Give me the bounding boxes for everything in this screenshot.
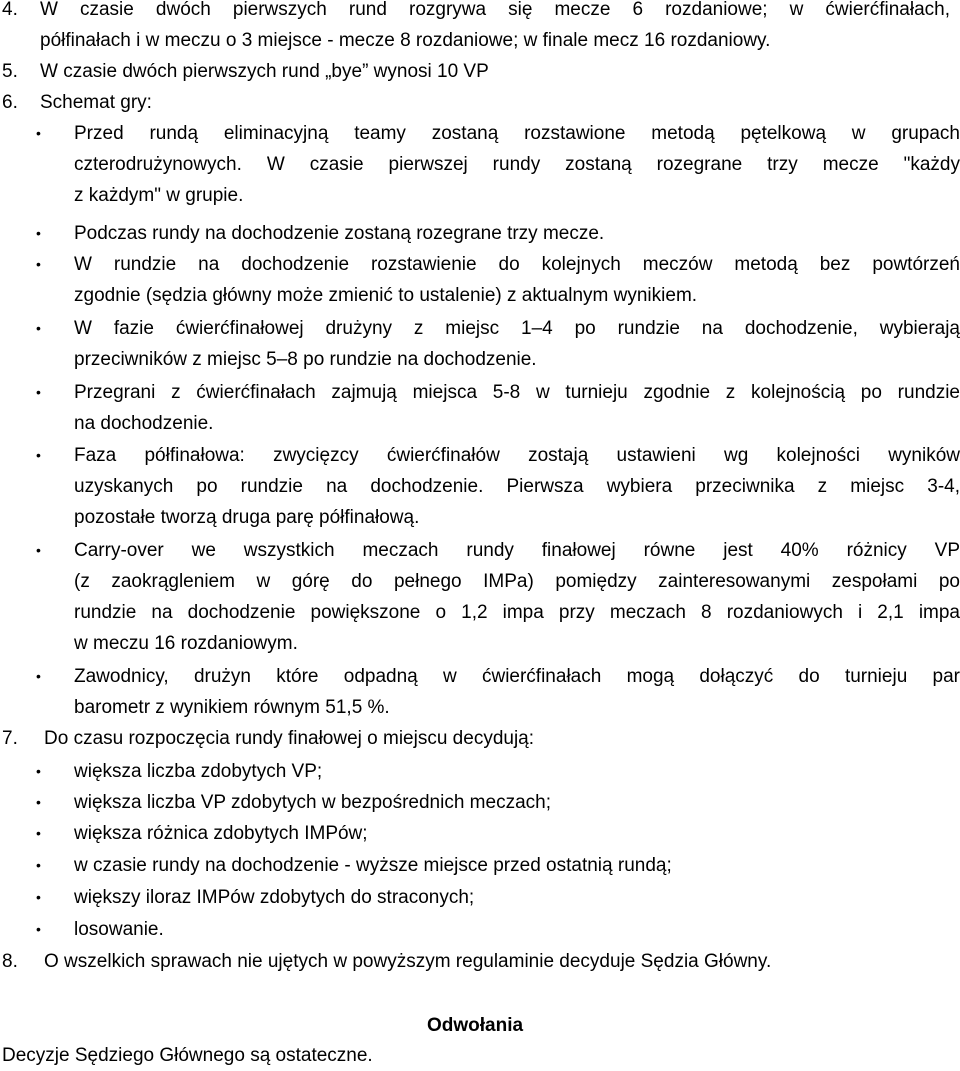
item-6-number: 6. (2, 92, 18, 113)
item-4-number: 4. (2, 0, 18, 20)
item-6-bullet-2-line-1: Podczas rundy na dochodzenie zostaną rozegrane trzy mecze. (74, 223, 605, 244)
bullet-icon: • (36, 125, 41, 141)
bullet-icon: • (36, 763, 41, 779)
item-6-bullet-5-line-1: Przegrani z ćwierćfinałach zajmują miejsca 5-8 w turnieju zgodnie z kolejnością po rundzie (74, 382, 960, 403)
item-6-bullet-1-line-3: z każdym" w grupie. (74, 185, 244, 206)
item-7-bullet-5: większy iloraz IMPów zdobytych do straconych; (74, 887, 475, 908)
bullet-icon: • (36, 921, 41, 937)
item-7-number: 7. (2, 728, 18, 749)
item-6-bullet-6-line-1: Faza półfinałowa: zwycięzcy ćwierćfinałów zostają ustawieni wg kolejności wyników (74, 445, 960, 466)
item-6-bullet-7-line-1: Carry-over we wszystkich meczach rundy finałowej równe jest 40% różnicy VP (74, 540, 960, 561)
bullet-icon: • (36, 256, 41, 272)
item-6-title: Schemat gry: (40, 92, 152, 113)
item-6-bullet-5-line-2: na dochodzenie. (74, 413, 214, 434)
item-4-line-1: W czasie dwóch pierwszych rund rozgrywa się mecze 6 rozdaniowe; w ćwierćfinałach, (40, 0, 950, 20)
item-6-bullet-1-line-1: Przed rundą eliminacyjną teamy zostaną rozstawione metodą pętelkową w grupach (74, 123, 960, 144)
item-6-bullet-7-line-2: (z zaokrągleniem w górę do pełnego IMPa) pomiędzy zainteresowanymi zespołami po (74, 571, 960, 592)
appeals-heading: Odwołania (427, 1015, 524, 1036)
item-7-title: Do czasu rozpoczęcia rundy finałowej o miejscu decydują: (44, 728, 535, 749)
bullet-icon: • (36, 889, 41, 905)
item-6-bullet-1-line-2: czterodrużynowych. W czasie pierwszej rundy zostaną rozegrane trzy mecze "każdy (74, 154, 960, 175)
item-8-number: 8. (2, 951, 18, 972)
bullet-icon: • (36, 794, 41, 810)
bullet-icon: • (36, 668, 41, 684)
bullet-icon: • (36, 320, 41, 336)
item-6-bullet-6-line-2: uzyskanych po rundzie na dochodzenie. Pierwsza wybiera przeciwnika z miejsc 3-4, (74, 476, 960, 497)
item-4-line-2: półfinałach i w meczu o 3 miejsce - mecze 8 rozdaniowe; w finale mecz 16 rozdaniowy. (40, 30, 771, 51)
item-6-bullet-8-line-1: Zawodnicy, drużyn które odpadną w ćwierćfinałach mogą dołączyć do turnieju par (74, 666, 960, 687)
bullet-icon: • (36, 825, 41, 841)
item-5-number: 5. (2, 61, 18, 82)
item-6-bullet-4-line-2: przeciwników z miejsc 5–8 po rundzie na dochodzenie. (74, 349, 537, 370)
item-8-text: O wszelkich sprawach nie ujętych w powyższym regulaminie decyduje Sędzia Główny. (44, 951, 772, 972)
item-6-bullet-8-line-2: barometr z wynikiem równym 51,5 %. (74, 697, 390, 718)
bullet-icon: • (36, 542, 41, 558)
item-6-bullet-3-line-2: zgodnie (sędzia główny może zmienić to ustalenie) z aktualnym wynikiem. (74, 285, 698, 306)
item-7-bullet-6: losowanie. (74, 919, 164, 940)
bullet-icon: • (36, 384, 41, 400)
item-7-bullet-3: większa różnica zdobytych IMPów; (74, 823, 368, 844)
item-7-bullet-1: większa liczba zdobytych VP; (74, 761, 323, 782)
bullet-icon: • (36, 447, 41, 463)
item-6-bullet-7-line-3: rundzie na dochodzenie powiększone o 1,2 impa przy meczach 8 rozdaniowych i 2,1 impa (74, 602, 960, 623)
item-6-bullet-4-line-1: W fazie ćwierćfinałowej drużyny z miejsc 1–4 po rundzie na dochodzenie, wybierają (74, 318, 960, 339)
bullet-icon: • (36, 857, 41, 873)
item-6-bullet-6-line-3: pozostałe tworzą druga parę półfinałową. (74, 507, 420, 528)
bullet-icon: • (36, 225, 41, 241)
item-6-bullet-7-line-4: w meczu 16 rozdaniowym. (74, 633, 298, 654)
item-5-line-1: W czasie dwóch pierwszych rund „bye” wynosi 10 VP (40, 61, 489, 82)
item-7-bullet-2: większa liczba VP zdobytych w bezpośrednich meczach; (74, 792, 551, 813)
item-6-bullet-3-line-1: W rundzie na dochodzenie rozstawienie do kolejnych meczów metodą bez powtórzeń (74, 254, 960, 275)
appeals-text: Decyzje Sędziego Głównego są ostateczne. (2, 1045, 373, 1066)
item-7-bullet-4: w czasie rundy na dochodzenie - wyższe miejsce przed ostatnią rundą; (74, 855, 672, 876)
